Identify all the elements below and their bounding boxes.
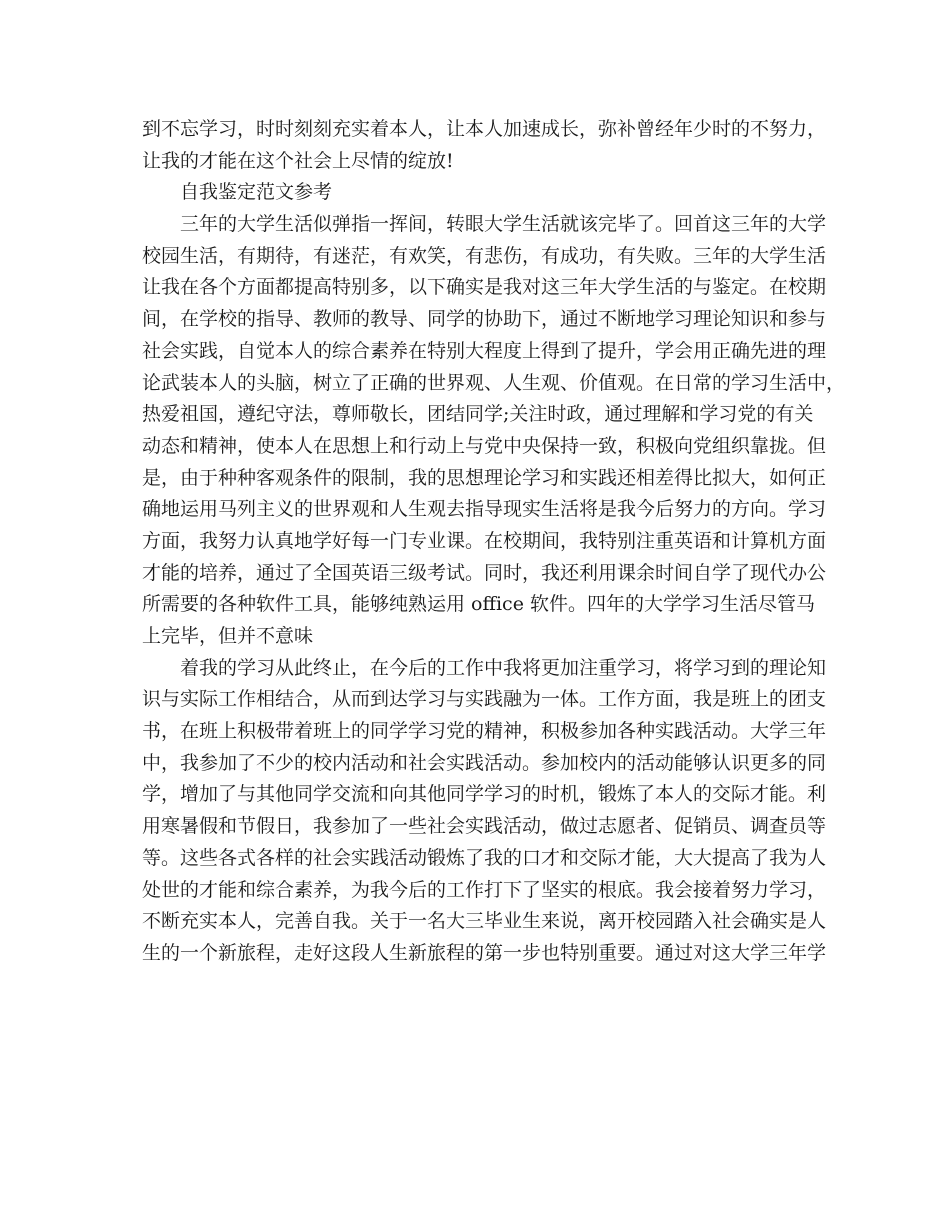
text-line: 到不忘学习，时时刻刻充实着本人，让本人加速成长，弥补曾经年少时的不努力， [142, 118, 827, 140]
text-line: 校园生活，有期待，有迷茫，有欢笑，有悲伤，有成功，有失败。三年的大学生活 [142, 244, 827, 267]
text-line: 是，由于种种客观条件的限制，我的思想理论学习和实践还相差得比拟大，如何正 [142, 466, 827, 489]
text-line: 动态和精神，使本人在思想上和行动上与党中央保持一致，积极向党组织靠拢。但 [142, 434, 827, 457]
text-line: 不断充实本人，完善自我。关于一名大三毕业生来说，离开校园踏入社会确实是人 [142, 910, 827, 933]
text-line: 让我在各个方面都提高特别多，以下确实是我对这三年大学生活的与鉴定。在校期 [142, 276, 827, 299]
text-line: 确地运用马列主义的世界观和人生观去指导现实生活将是我今后努力的方向。学习 [142, 498, 827, 521]
text-line: 三年的大学生活似弹指一挥间，转眼大学生活就该完毕了。回首这三年的大学 [180, 213, 827, 236]
text-line: 处世的才能和综合素养，为我今后的工作打下了坚实的根底。我会接着努力学习， [142, 878, 827, 901]
text-line: 上完毕，但并不意味 [142, 625, 314, 647]
document-body [142, 114, 846, 970]
text-line: 才能的培养，通过了全国英语三级考试。同时，我还利用课余时间自学了现代办公 [142, 561, 827, 584]
text-line: 着我的学习从此终止，在今后的工作中我将更加注重学习，将学习到的理论知 [180, 656, 827, 679]
text-line: 间，在学校的指导、教师的教导、同学的协助下，通过不断地学习理论知识和参与 [142, 308, 827, 331]
text-line: 用寒暑假和节假日，我参加了一些社会实践活动，做过志愿者、促销员、调查员等 [142, 815, 827, 838]
text-line: 论武装本人的头脑，树立了正确的世界观、人生观、价值观。在日常的学习生活中， [142, 371, 846, 394]
text-line: 识与实际工作相结合，从而到达学习与实践融为一体。工作方面，我是班上的团支 [142, 688, 827, 711]
text-line: 书，在班上积极带着班上的同学学习党的精神，积极参加各种实践活动。大学三年 [142, 720, 827, 743]
text-line: 学，增加了与其他同学交流和向其他同学学习的时机，锻炼了本人的交际才能。利 [142, 783, 827, 806]
text-line: 中，我参加了不少的校内活动和社会实践活动。参加校内的活动能够认识更多的同 [142, 751, 827, 774]
text-line: 等。这些各式各样的社会实践活动锻炼了我的口才和交际才能，大大提高了我为人 [142, 846, 827, 869]
text-line: 热爱祖国，遵纪守法，尊师敬长，团结同学;关注时政，通过理解和学习党的有关 [142, 403, 814, 426]
text-line: 生的一个新旅程，走好这段人生新旅程的第一步也特别重要。通过对这大学三年学 [142, 941, 827, 964]
text-line: 方面，我努力认真地学好每一门专业课。在校期间，我特别注重英语和计算机方面 [142, 529, 827, 552]
text-line: 社会实践，自觉本人的综合素养在特别大程度上得到了提升，学会用正确先进的理 [142, 339, 827, 362]
text-line: 所需要的各种软件工具，能够纯熟运用 office 软件。四年的大学学习生活尽管马 [142, 593, 815, 616]
text-line: 自我鉴定范文参考 [180, 181, 333, 204]
text-line: 让我的才能在这个社会上尽情的绽放! [142, 149, 454, 172]
